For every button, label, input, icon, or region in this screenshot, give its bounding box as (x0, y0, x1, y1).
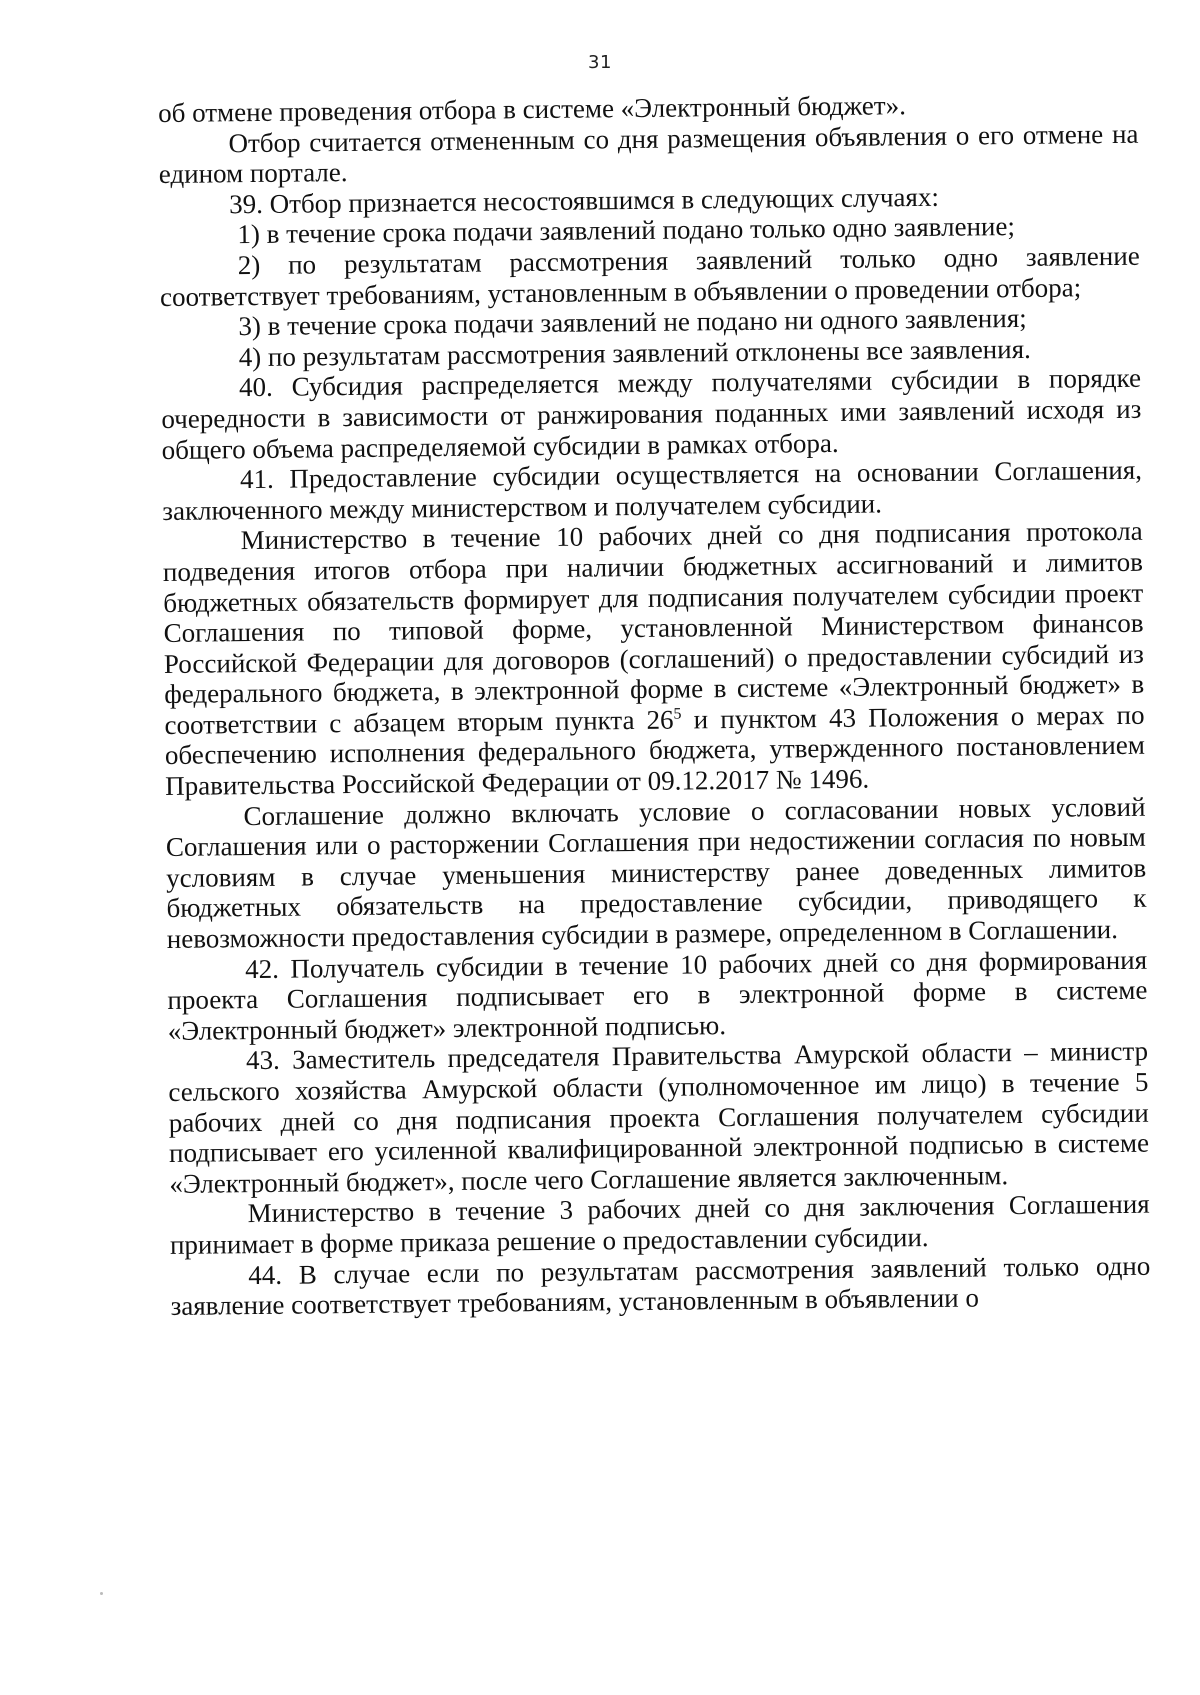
paragraph-decision-order: Министерство в течение 3 рабочих дней со дня заключения Соглашения принимает в форме приказа решение о предоставлении субсидии. (169, 1189, 1150, 1260)
footnote-superscript: 5 (673, 705, 682, 723)
clause-44: 44. В случае если по результатам рассмотрения заявлений только одно заявление соответствует требованиям, установленным в объявлении о (170, 1250, 1151, 1322)
clause-39-item-4: 4) по результатам рассмотрения заявлений отклонены все заявления. (238, 333, 1031, 372)
document-body (158, 88, 1151, 1322)
clause-39-item-2: 2) по результатам рассмотрения заявлений только одно заявление соответствует требованиям, установленным в объявлении о проведении отбора; (159, 240, 1140, 312)
clause-41: 41. Предоставление субсидии осуществляется на основании Соглашения, заключенного между министерством и получателем субсидии. (162, 454, 1143, 526)
clause-43: 43. Заместитель председателя Правительства Амурской области – министр сельского хозяйства Амурской области (уполномоченное им лицо) в течение 5 рабочих дней со дня подписания проекта Соглашения получателем субсидии подписывает его усиленной квалифицированной электронной подписью в системе «Электронный бюджет», после чего Соглашение является заключенным. (168, 1036, 1150, 1199)
paragraph-continuation: об отмене проведения отбора в системе «Электронный бюджет». (158, 90, 907, 128)
paragraph-agreement-text-a: Министерство в течение 10 рабочих дней со дня подписания протокола подведения итогов отбора при наличии бюджетных ассигнований и лимитов бюджетных обязательств формирует для подписания получателем субсидии проект Соглашения по типовой форме, установленной Министерством финансов Российской Федерации для договоров (соглашений) о предоставлении субсидий из федерального бюджета, в электронной форме в системе «Электронный бюджет» в соответствии с абзацем вторым пункта 26 (162, 516, 1145, 740)
paragraph-agreement-preparation (162, 516, 1145, 802)
clause-39-item-1: 1) в течение срока подачи заявлений подано только одно заявление; (237, 211, 1016, 250)
clause-40: 40. Субсидия распределяется между получателями субсидии в порядке очередности в зависимости от ранжирования поданных ими заявлений исходя из общего объема распределяемой субсидии в рамках отбора. (161, 363, 1142, 465)
paragraph-agreement-conditions: Соглашение должно включать условие о согласовании новых условий Соглашения или о расторжении Соглашения при недостижении согласия по новым условиям в случае уменьшения министерству ранее доведенных лимитов бюджетных обязательств на предоставление субсидии, приводящего к невозможности предоставления субсидии в размере, определенном в Соглашении. (165, 791, 1147, 954)
page-number: 31 (588, 52, 612, 73)
clause-39-item-3: 3) в течение срока подачи заявлений не подано ни одного заявления; (238, 303, 1027, 342)
clause-42: 42. Получатель субсидии в течение 10 рабочих дней со дня формирования проекта Соглашения подписывает его в электронной форме в системе «Электронный бюджет» электронной подписью. (167, 944, 1148, 1046)
paragraph-agreement-text-b: и пунктом 43 Положения о мерах по обеспечению исполнения федерального бюджета, утвержденного постановлением Правительства Российской Федерации от 09.12.2017 № 1496. (164, 699, 1145, 802)
clause-39-heading: 39. Отбор признается несостоявшимся в следующих случаях: (228, 181, 940, 220)
paragraph-selection-cancelled: Отбор считается отмененным со дня размещения объявления о его отмене на едином портале. (158, 118, 1139, 190)
scan-speck (100, 1592, 103, 1595)
